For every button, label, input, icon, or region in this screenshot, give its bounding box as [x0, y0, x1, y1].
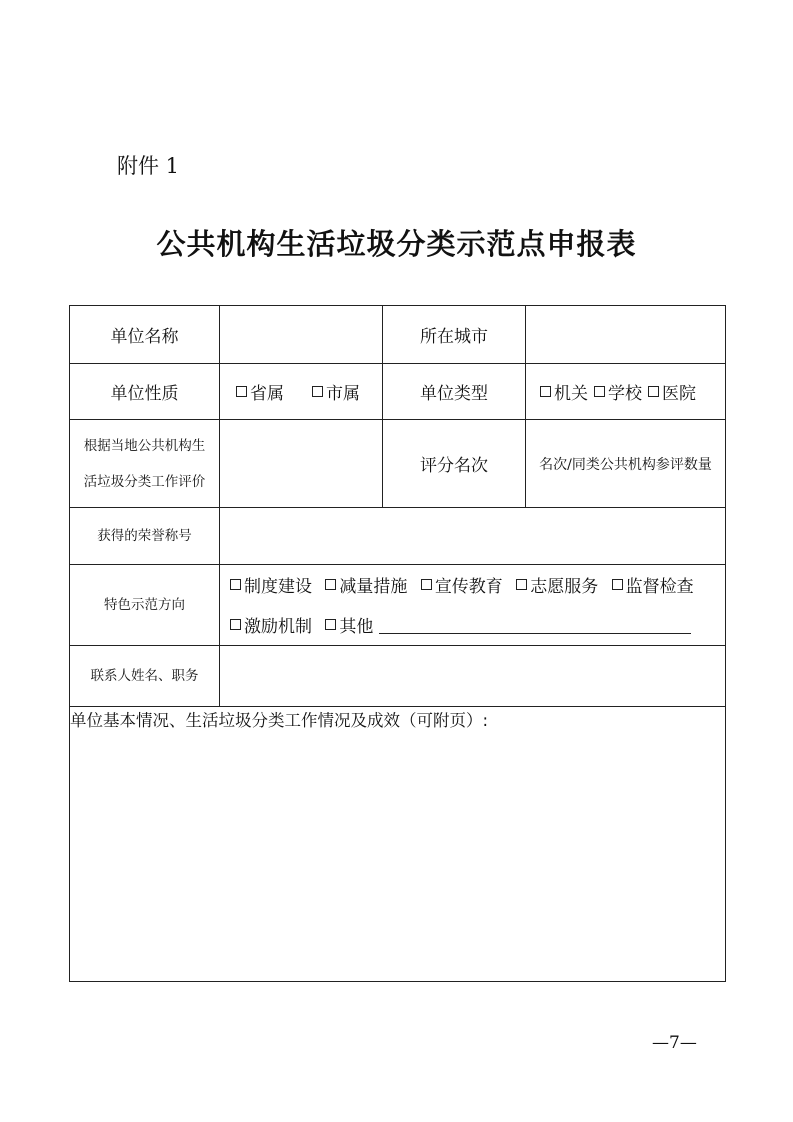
form-row-contact: [70, 646, 726, 707]
feature-label: 特色示范方向: [70, 565, 220, 646]
checkbox-option[interactable]: 省属: [236, 384, 284, 404]
checkbox-option[interactable]: 志愿服务: [516, 577, 598, 597]
page-number: —7—: [652, 1033, 697, 1053]
feature-options: [220, 565, 726, 646]
evaluation-field[interactable]: [220, 420, 383, 508]
form-row-honor: [70, 508, 726, 565]
evaluation-label: 根据当地公共机构生 活垃圾分类工作评价: [70, 420, 220, 508]
checkbox-option[interactable]: 减量措施: [325, 577, 407, 597]
checkbox-icon[interactable]: [325, 619, 336, 630]
checkbox-icon[interactable]: [648, 386, 659, 397]
rank-hint[interactable]: 名次/同类公共机构参评数量: [526, 420, 726, 508]
honor-label: 获得的荣誉称号: [70, 508, 220, 565]
other-input-line[interactable]: [379, 615, 691, 634]
contact-field[interactable]: [220, 646, 726, 707]
rank-label: 评分名次: [383, 420, 526, 508]
honor-field[interactable]: [220, 508, 726, 565]
checkbox-icon[interactable]: [421, 579, 432, 590]
checkbox-icon[interactable]: [236, 386, 247, 397]
unit-type-options: [526, 364, 726, 420]
checkbox-option[interactable]: 医院: [648, 384, 696, 404]
checkbox-icon[interactable]: [594, 386, 605, 397]
unit-name-label: 单位名称: [70, 306, 220, 364]
checkbox-icon[interactable]: [230, 619, 241, 630]
unit-nature-options: [220, 364, 383, 420]
checkbox-option[interactable]: 监督检查: [612, 577, 694, 597]
checkbox-option[interactable]: 机关: [540, 384, 588, 404]
checkbox-option[interactable]: 其他: [325, 617, 373, 637]
checkbox-icon[interactable]: [612, 579, 623, 590]
form-row-unit-name: [70, 306, 726, 364]
form-row-feature: [70, 565, 726, 646]
checkbox-icon[interactable]: [230, 579, 241, 590]
checkbox-option[interactable]: 学校: [594, 384, 642, 404]
city-field[interactable]: [526, 306, 726, 364]
feature-options-row-2: [220, 609, 725, 645]
form-row-evaluation: [70, 420, 726, 508]
unit-type-label: 单位类型: [383, 364, 526, 420]
checkbox-icon[interactable]: [325, 579, 336, 590]
contact-label: 联系人姓名、职务: [70, 646, 220, 707]
checkbox-icon[interactable]: [516, 579, 527, 590]
form-row-unit-nature: [70, 364, 726, 420]
feature-options-row-1: [220, 565, 725, 609]
summary-label: 单位基本情况、生活垃圾分类工作情况及成效（可附页）:: [70, 711, 489, 730]
application-form: [69, 305, 726, 982]
unit-name-field[interactable]: [220, 306, 383, 364]
checkbox-option[interactable]: 激励机制: [230, 617, 312, 637]
checkbox-option[interactable]: 市属: [312, 384, 360, 404]
form-row-summary: [70, 707, 726, 982]
checkbox-icon[interactable]: [312, 386, 323, 397]
checkbox-option[interactable]: 制度建设: [230, 577, 312, 597]
checkbox-icon[interactable]: [540, 386, 551, 397]
city-label: 所在城市: [383, 306, 526, 364]
checkbox-option[interactable]: 宣传教育: [421, 577, 503, 597]
attachment-label: 附件 1: [117, 154, 180, 178]
page-title: 公共机构生活垃圾分类示范点申报表: [156, 227, 637, 261]
summary-field[interactable]: [70, 707, 726, 982]
unit-nature-label: 单位性质: [70, 364, 220, 420]
